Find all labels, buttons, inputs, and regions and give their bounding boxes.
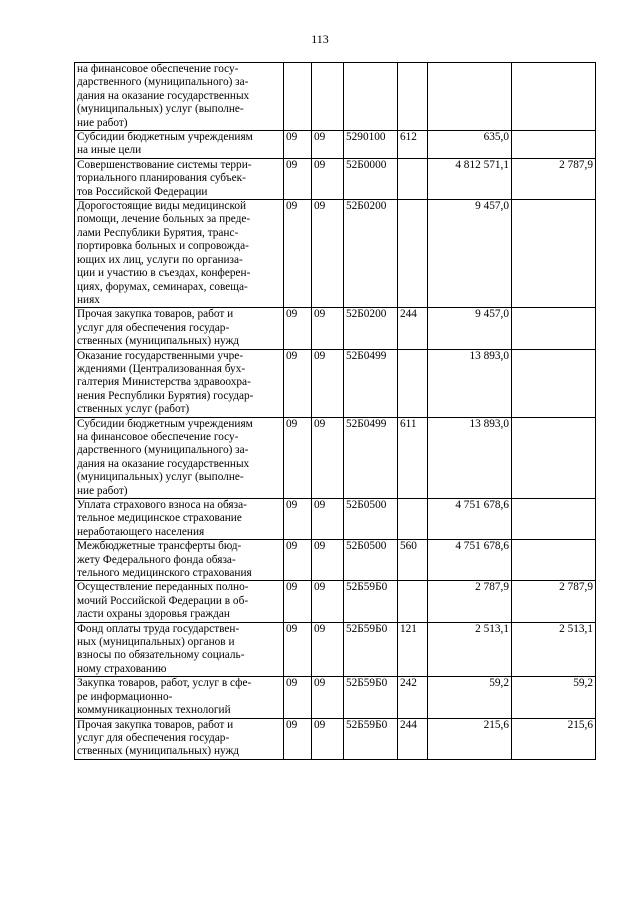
row-expense-type-cell <box>398 200 428 308</box>
row-sum-cell: 13 893,0 <box>428 349 512 417</box>
row-section-cell: 09 <box>284 540 312 581</box>
row-federal-sum-cell <box>512 308 596 349</box>
row-name-cell: Межбюджетные трансферты бюд- жету Федерального фонда обяза- тельного медицинского страхования <box>75 540 284 581</box>
row-target-article-cell: 5290100 <box>344 131 398 159</box>
row-name-cell: Субсидии бюджетным учреждениям на финансовое обеспечение госу- дарственного (муниципального) за- дания на оказание государственных (муниципальных) услуг (выполне- ние работ) <box>75 417 284 498</box>
table-row <box>75 718 596 759</box>
row-federal-sum-cell <box>512 417 596 498</box>
row-name-cell: на финансовое обеспечение госу- дарственного (муниципального) за- дания на оказание государственных (муниципальных) услуг (выполне- ние работ) <box>75 63 284 131</box>
row-section-cell: 09 <box>284 718 312 759</box>
row-subsection-cell: 09 <box>312 417 344 498</box>
table-row <box>75 131 596 159</box>
row-subsection-cell: 09 <box>312 622 344 677</box>
row-expense-type-cell <box>398 158 428 199</box>
row-section-cell: 09 <box>284 581 312 622</box>
row-subsection-cell: 09 <box>312 158 344 199</box>
table-row <box>75 63 596 131</box>
row-expense-type-cell: 244 <box>398 718 428 759</box>
row-expense-type-cell <box>398 581 428 622</box>
row-name-cell: Прочая закупка товаров, работ и услуг для обеспечения государ- ственных (муниципальных) нужд <box>75 718 284 759</box>
row-sum-cell: 2 513,1 <box>428 622 512 677</box>
row-sum-cell: 9 457,0 <box>428 200 512 308</box>
row-section-cell: 09 <box>284 499 312 540</box>
row-target-article-cell: 52Б59Б0 <box>344 622 398 677</box>
row-sum-cell: 4 751 678,6 <box>428 499 512 540</box>
row-target-article-cell: 52Б59Б0 <box>344 677 398 718</box>
row-expense-type-cell: 560 <box>398 540 428 581</box>
row-target-article-cell: 52Б0200 <box>344 200 398 308</box>
table-row <box>75 581 596 622</box>
row-target-article-cell: 52Б0000 <box>344 158 398 199</box>
row-name-cell: Осуществление переданных полно- мочий Российской Федерации в об- ласти охраны здоровья граждан <box>75 581 284 622</box>
row-name-cell: Совершенствование системы терри- ториального планирования субъек- тов Российской Федерации <box>75 158 284 199</box>
row-name-cell: Уплата страхового взноса на обяза- тельное медицинское страхование неработающего населения <box>75 499 284 540</box>
row-sum-cell: 59,2 <box>428 677 512 718</box>
row-subsection-cell: 09 <box>312 540 344 581</box>
row-federal-sum-cell <box>512 499 596 540</box>
table-row <box>75 308 596 349</box>
row-subsection-cell: 09 <box>312 718 344 759</box>
row-expense-type-cell <box>398 349 428 417</box>
row-federal-sum-cell <box>512 63 596 131</box>
table-row <box>75 349 596 417</box>
row-name-cell: Закупка товаров, работ, услуг в сфе- ре информационно- коммуникационных технологий <box>75 677 284 718</box>
row-subsection-cell: 09 <box>312 131 344 159</box>
row-target-article-cell: 52Б0499 <box>344 417 398 498</box>
row-section-cell: 09 <box>284 200 312 308</box>
row-target-article-cell: 52Б0500 <box>344 540 398 581</box>
row-federal-sum-cell <box>512 200 596 308</box>
row-sum-cell: 4 751 678,6 <box>428 540 512 581</box>
row-federal-sum-cell: 59,2 <box>512 677 596 718</box>
page-number: 113 <box>311 32 329 46</box>
row-target-article-cell: 52Б0200 <box>344 308 398 349</box>
row-subsection-cell: 09 <box>312 499 344 540</box>
row-target-article-cell: 52Б0499 <box>344 349 398 417</box>
row-name-cell: Субсидии бюджетным учреждениям на иные цели <box>75 131 284 159</box>
row-target-article-cell <box>344 63 398 131</box>
row-section-cell: 09 <box>284 158 312 199</box>
row-federal-sum-cell: 2 787,9 <box>512 581 596 622</box>
table-row <box>75 540 596 581</box>
table-row <box>75 417 596 498</box>
row-target-article-cell: 52Б59Б0 <box>344 718 398 759</box>
row-section-cell: 09 <box>284 308 312 349</box>
table-row <box>75 622 596 677</box>
row-federal-sum-cell <box>512 349 596 417</box>
row-expense-type-cell <box>398 499 428 540</box>
table-row <box>75 158 596 199</box>
row-name-cell: Фонд оплаты труда государствен- ных (муниципальных) органов и взносы по обязательному социаль- ному страхованию <box>75 622 284 677</box>
budget-table <box>74 62 596 760</box>
row-name-cell: Прочая закупка товаров, работ и услуг для обеспечения государ- ственных (муниципальных) нужд <box>75 308 284 349</box>
table-row <box>75 499 596 540</box>
row-section-cell: 09 <box>284 622 312 677</box>
row-section-cell: 09 <box>284 417 312 498</box>
row-federal-sum-cell: 2 787,9 <box>512 158 596 199</box>
row-federal-sum-cell: 215,6 <box>512 718 596 759</box>
row-subsection-cell: 09 <box>312 677 344 718</box>
row-federal-sum-cell <box>512 540 596 581</box>
row-expense-type-cell: 242 <box>398 677 428 718</box>
row-subsection-cell <box>312 63 344 131</box>
budget-table-body <box>75 63 596 760</box>
row-subsection-cell: 09 <box>312 200 344 308</box>
row-name-cell: Дорогостоящие виды медицинской помощи, лечение больных за преде- лами Республики Бурятия, транс- портировка больных и сопровожда- ющих их лиц, услуги по организа- ции и участию в съездах, конферен- циях, форумах, семинарах, совеща- ниях <box>75 200 284 308</box>
row-sum-cell: 215,6 <box>428 718 512 759</box>
row-subsection-cell: 09 <box>312 581 344 622</box>
table-row <box>75 200 596 308</box>
row-expense-type-cell: 121 <box>398 622 428 677</box>
row-expense-type-cell: 612 <box>398 131 428 159</box>
row-subsection-cell: 09 <box>312 308 344 349</box>
row-target-article-cell: 52Б0500 <box>344 499 398 540</box>
row-sum-cell: 13 893,0 <box>428 417 512 498</box>
row-subsection-cell: 09 <box>312 349 344 417</box>
row-section-cell: 09 <box>284 349 312 417</box>
row-sum-cell: 9 457,0 <box>428 308 512 349</box>
row-name-cell: Оказание государственными учре- ждениями (Централизованная бух- галтерия Министерства здравоохра- нения Республики Бурятия) государ- ственных услуг (работ) <box>75 349 284 417</box>
row-expense-type-cell <box>398 63 428 131</box>
row-section-cell: 09 <box>284 677 312 718</box>
row-sum-cell: 2 787,9 <box>428 581 512 622</box>
row-target-article-cell: 52Б59Б0 <box>344 581 398 622</box>
row-sum-cell: 635,0 <box>428 131 512 159</box>
row-section-cell <box>284 63 312 131</box>
table-row <box>75 677 596 718</box>
row-expense-type-cell: 611 <box>398 417 428 498</box>
row-sum-cell <box>428 63 512 131</box>
row-federal-sum-cell: 2 513,1 <box>512 622 596 677</box>
row-section-cell: 09 <box>284 131 312 159</box>
row-sum-cell: 4 812 571,1 <box>428 158 512 199</box>
row-expense-type-cell: 244 <box>398 308 428 349</box>
row-federal-sum-cell <box>512 131 596 159</box>
